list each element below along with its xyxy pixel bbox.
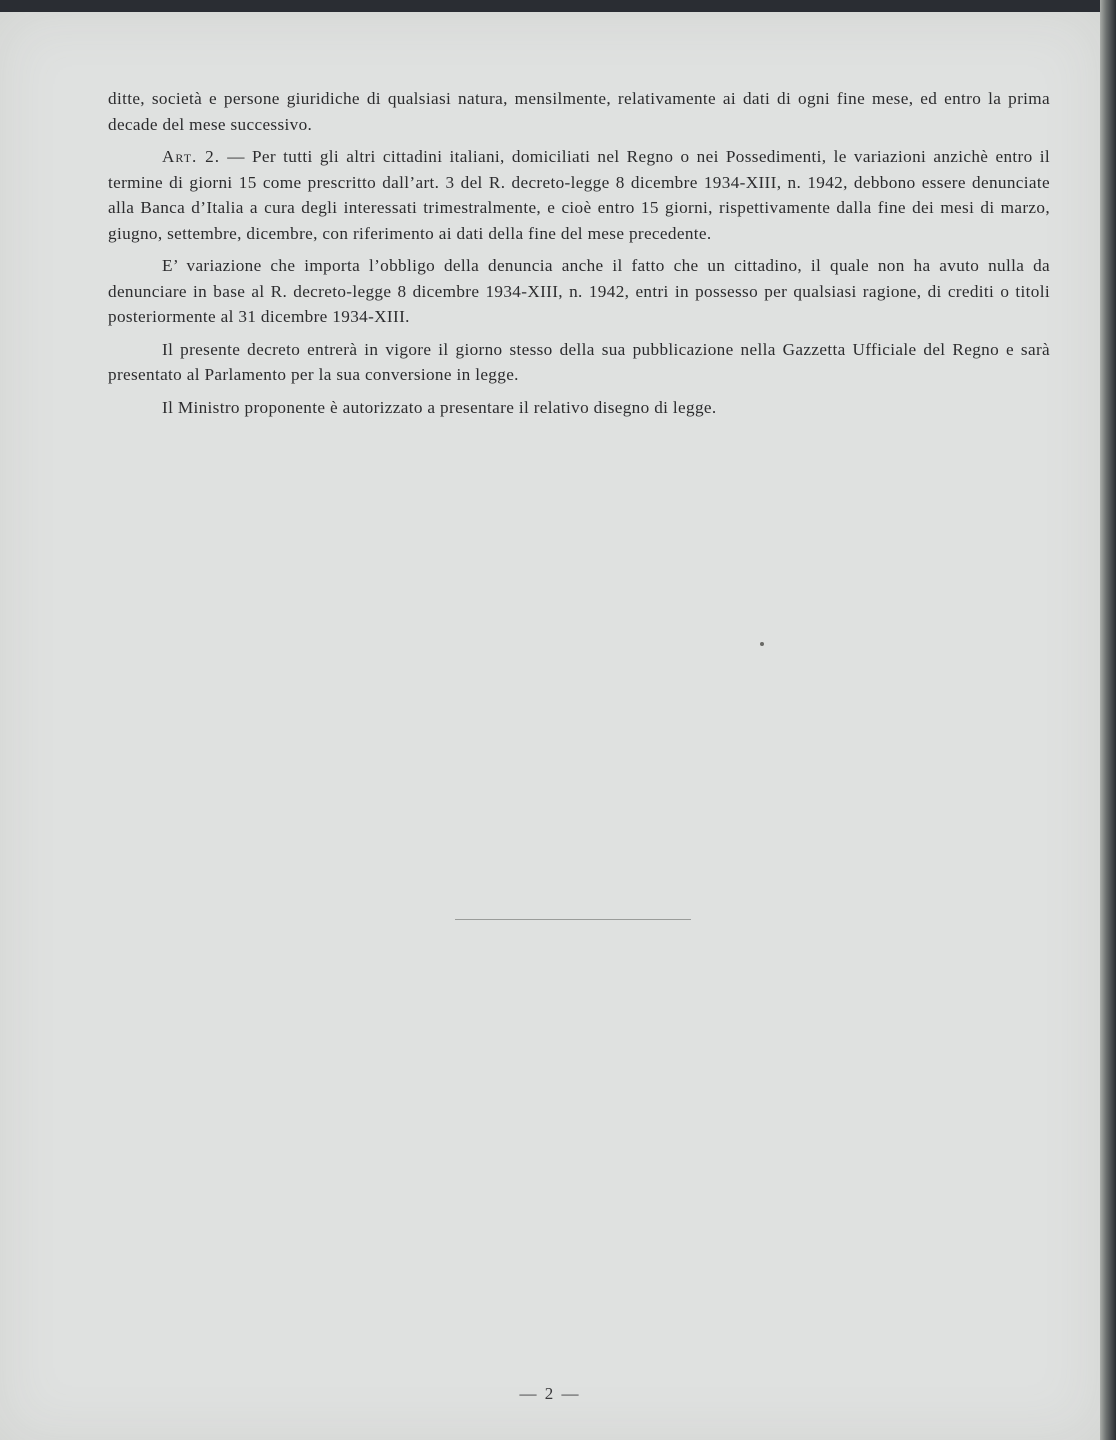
- ink-speck: [760, 642, 764, 646]
- vigore-paragraph: Il presente decreto entrerà in vigore il giorno stesso della sua pubblicazione nella Gazzetta Ufficiale del Regno e sarà presentato al Parlamento per la sua conversione in legge.: [108, 339, 1050, 384]
- end-rule: [455, 919, 691, 920]
- document-page: [0, 12, 1100, 1440]
- document-body: [108, 86, 1050, 427]
- article-2-text: — Per tutti gli altri cittadini italiani, domiciliati nel Regno o nei Possedimenti, le variazioni anzichè entro il termine di giorni 15 come prescritto dall’art. 3 del R. decreto-legge 8 dicembre 1934-XIII, n. 1942, debbono essere denunciate alla Banca d’Italia a cura degli interessati trimestralmente, e cioè entro 15 giorni, rispettivamente dalla fine dei mesi di marzo, giugno, settembre, dicembre, con riferimento ai dati della fine del mese precedente.: [108, 147, 1050, 243]
- ministro-paragraph: Il Ministro proponente è autorizzato a presentare il relativo disegno di legge.: [162, 397, 717, 417]
- continuation-paragraph: ditte, società e persone giuridiche di qualsiasi natura, mensilmente, relativamente ai dati di ogni fine mese, ed entro la prima decade del mese successivo.: [108, 89, 1050, 134]
- page-number: — 2 —: [519, 1384, 581, 1403]
- article-2-paragraph: [108, 144, 1050, 246]
- scan-right-edge: [1100, 0, 1116, 1440]
- article-2-label: Art. 2.: [162, 147, 221, 166]
- variazione-paragraph: E’ variazione che importa l’obbligo della denuncia anche il fatto che un cittadino, il quale non ha avuto nulla da denunciare in base al R. decreto-legge 8 dicembre 1934-XIII, n. 1942, entri in possesso per qualsiasi ragione, di crediti o titoli posteriormente al 31 dicembre 1934-XIII.: [108, 256, 1050, 326]
